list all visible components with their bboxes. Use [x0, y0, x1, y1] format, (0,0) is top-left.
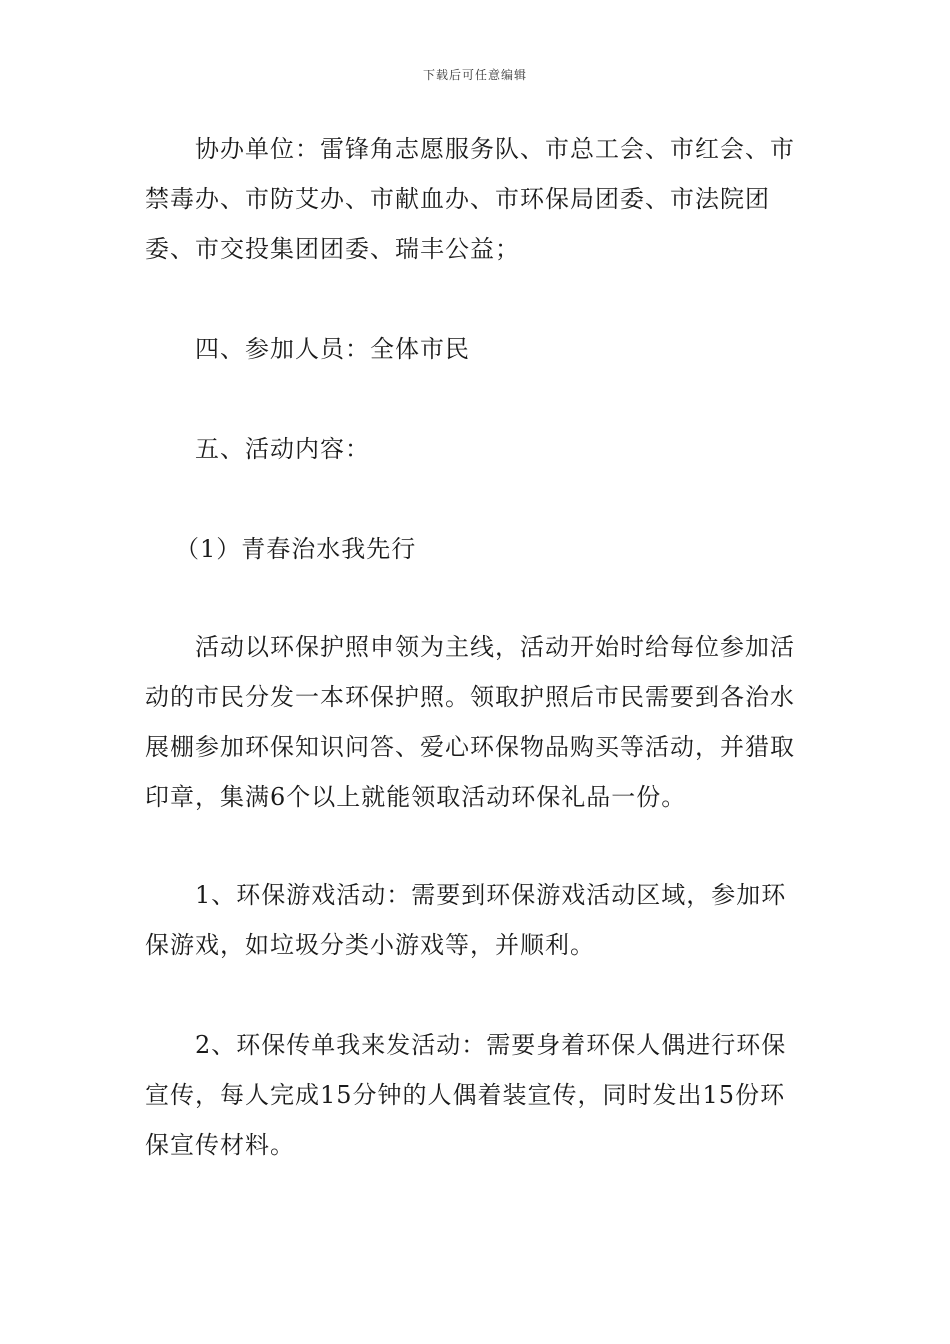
paragraph-participants: 四、参加人员：全体市民 — [195, 335, 470, 363]
paragraph-subsection-title: （1）青春治水我先行 — [175, 535, 417, 563]
paragraph-game-activity: 1、环保游戏活动：需要到环保游戏活动区域，参加环保游戏，如垃圾分类小游戏等，并顺利。 — [145, 881, 787, 959]
paragraph-co-organizers: 协办单位：雷锋角志愿服务队、市总工会、市红会、市禁毒办、市防艾办、市献血办、市环保局团委、市法院团委、市交投集团团委、瑞丰公益； — [145, 135, 795, 263]
paragraph-activity-content-heading: 五、活动内容： — [195, 435, 370, 463]
paragraph-flyer-activity: 2、环保传单我来发活动：需要身着环保人偶进行环保宣传，每人完成15分钟的人偶着装宣传，同时发出15份环保宣传材料。 — [145, 1031, 787, 1159]
paragraph-passport-description: 活动以环保护照申领为主线，活动开始时给每位参加活动的市民分发一本环保护照。领取护照后市民需要到各治水展棚参加环保知识问答、爱心环保物品购买等活动，并猎取印章，集满6个以上就能领取活动环保礼品一份。 — [145, 633, 795, 811]
page-header: 下载后可任意编辑 — [422, 68, 527, 82]
